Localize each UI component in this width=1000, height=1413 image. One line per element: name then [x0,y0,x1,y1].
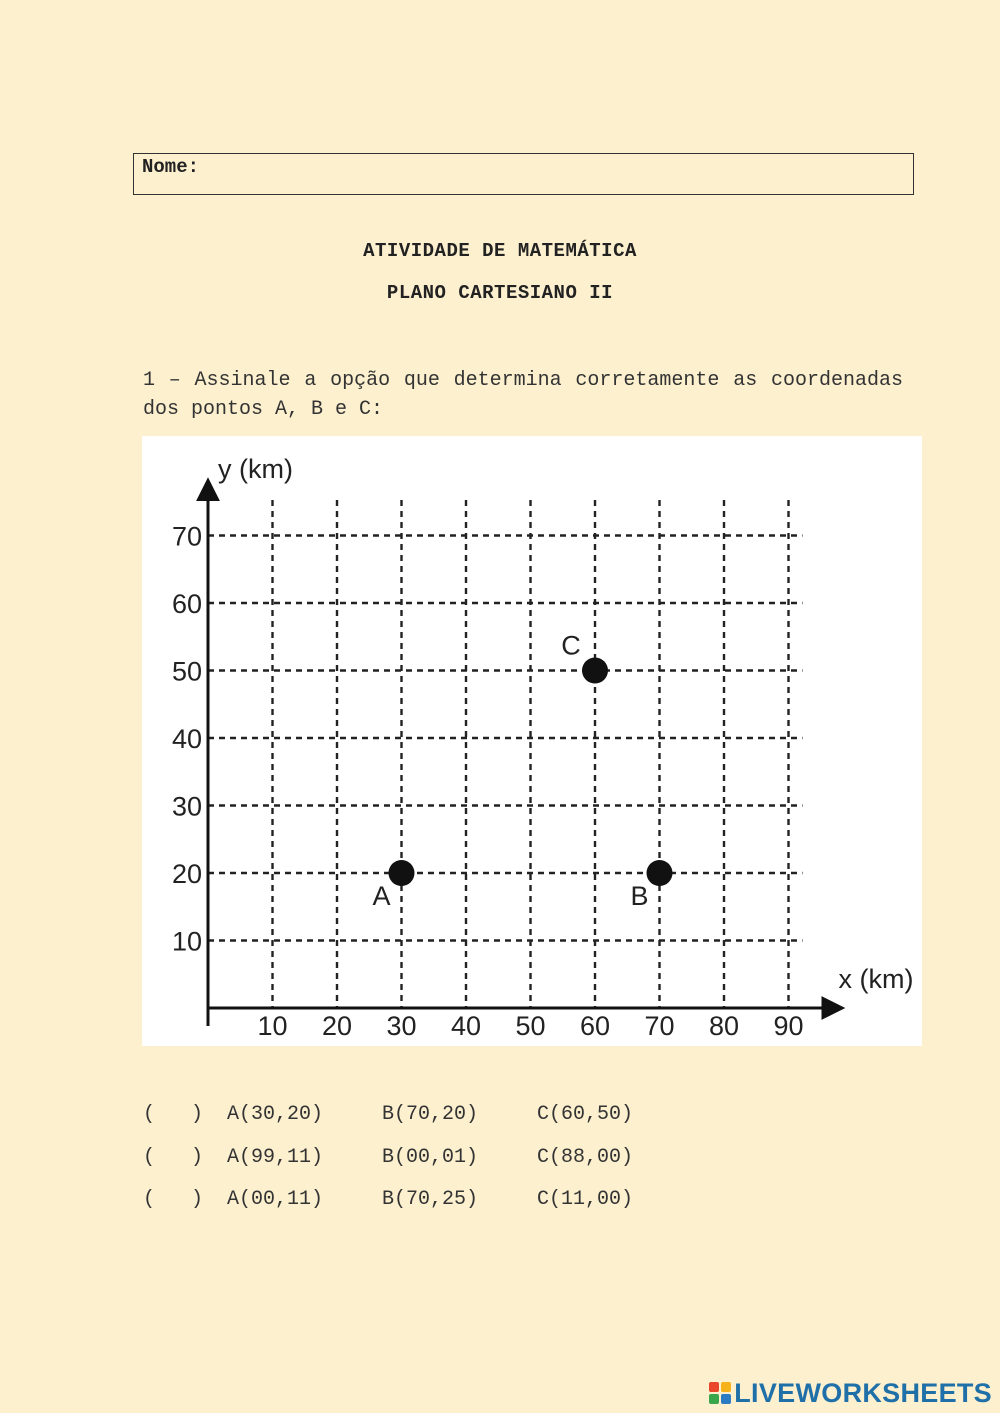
option-checkbox[interactable]: ( ) [143,1146,204,1169]
y-tick-label-30: 30 [171,791,202,822]
option-checkbox[interactable]: ( ) [143,1188,204,1211]
x-axis-label: x (km) [838,964,914,994]
data-points [372,631,672,912]
x-tick-label-40: 40 [450,1011,482,1041]
page-subtitle: PLANO CARTESIANO II [386,282,614,304]
x-tick-label-60: 60 [579,1011,611,1041]
option-checkbox[interactable]: ( ) [143,1103,204,1126]
point-label-A: A [372,881,391,911]
y-tick-label-60: 60 [171,589,202,619]
y-tick-label-10: 10 [171,926,202,957]
x-tick-label-50: 50 [515,1011,546,1041]
page-title: ATIVIDADE DE MATEMÁTICA [363,240,637,262]
name-field[interactable] [133,153,914,195]
logo-square-yellow [721,1382,731,1392]
option-2[interactable] [143,1146,763,1176]
option-coord-b: B(70,20) [382,1103,479,1126]
y-axis-label: y (km) [218,454,293,484]
option-coord-a: A(99,11) [227,1146,324,1169]
question-text: 1 – Assinale a opção que determina corretamente as coordenadas dos pontos A, B e C: [143,369,903,421]
option-coord-c: C(11,00) [537,1188,634,1211]
tick-labels [172,522,804,1042]
brand-name: LIVEWORKSHEETS [734,1377,992,1408]
x-tick-label-20: 20 [321,1011,353,1041]
option-3[interactable] [143,1188,763,1218]
logo-square-green [709,1394,719,1404]
brand-logo-icon [709,1382,731,1404]
option-coord-c: C(60,50) [537,1103,634,1126]
option-coord-b: B(70,25) [382,1188,479,1211]
option-coord-a: A(30,20) [227,1103,324,1126]
grid [208,500,803,1008]
option-coord-b: B(00,01) [382,1146,479,1169]
x-tick-label-90: 90 [773,1011,804,1041]
option-coord-a: A(00,11) [227,1188,324,1211]
option-coord-c: C(88,00) [537,1146,634,1169]
name-label: Nome: [142,156,200,178]
logo-square-red [709,1382,719,1392]
x-tick-label-70: 70 [644,1011,675,1041]
option-1[interactable] [143,1103,763,1133]
point-label-B: B [630,881,649,911]
point-label-C: C [561,630,581,661]
y-tick-label-40: 40 [171,724,202,754]
y-tick-label-20: 20 [171,859,202,889]
point-C [582,658,608,684]
logo-square-blue [721,1394,731,1404]
brand-logo [709,1379,992,1407]
x-tick-label-10: 10 [257,1011,288,1041]
y-tick-label-70: 70 [171,521,202,552]
point-B [647,860,673,886]
point-A [389,860,415,886]
x-tick-label-80: 80 [708,1011,740,1041]
y-tick-label-50: 50 [171,656,202,687]
cartesian-chart [142,436,922,1046]
chart-container [142,436,922,1046]
x-tick-label-30: 30 [386,1011,417,1041]
